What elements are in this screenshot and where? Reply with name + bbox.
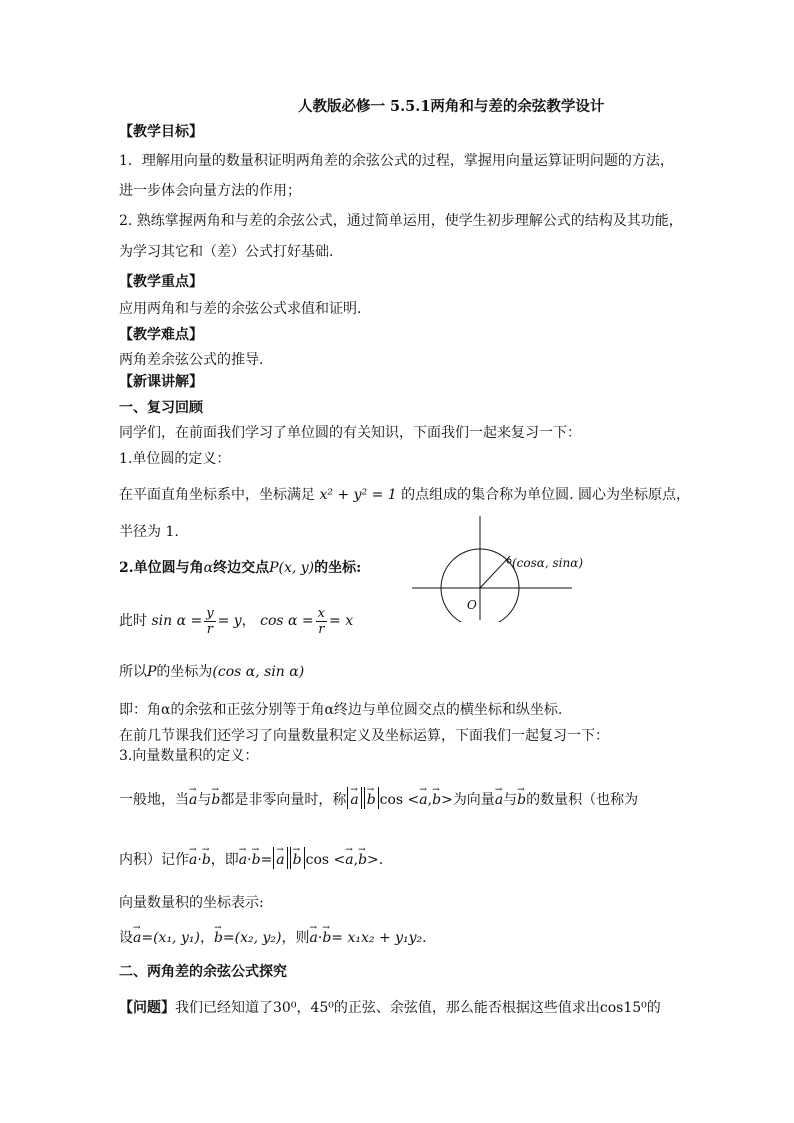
sin-fraction — [204, 606, 215, 637]
text-part: 所以 — [119, 664, 147, 680]
text-part: ，即 — [210, 852, 239, 868]
vector-a-coords: =(x₁, y₁) — [141, 930, 200, 946]
point-label: (cosα, sinα) — [512, 556, 584, 570]
dot-operator: · — [247, 852, 252, 868]
review-heading: 一、复习回顾 — [119, 400, 203, 416]
vector-b: → b — [214, 925, 223, 945]
def-text-part: 的点组成的集合称为单位圆. 圆心为坐标原点， — [401, 487, 691, 503]
text-part: 与 — [197, 792, 212, 808]
text-part: 为向量 — [452, 792, 495, 808]
abs-b — [290, 847, 305, 869]
page-title: 人教版必修一 5.5.1两角和与差的余弦教学设计 — [298, 98, 605, 115]
cos-15: cos15⁰ — [599, 1000, 647, 1016]
goal-1-line-1: 1．理解用向量的数量积证明两角差的余弦公式的过程，掌握用向量运算证明问题的方法， — [119, 153, 674, 169]
alpha-symbol: α — [203, 560, 214, 576]
separator: ， — [241, 613, 256, 629]
separator: ， — [296, 1000, 311, 1016]
cos-numerator: x — [317, 605, 326, 621]
text-part: ，则 — [281, 930, 310, 946]
angle-45: 45⁰ — [310, 1000, 334, 1016]
vector-b: → b — [367, 787, 376, 807]
text-part: 都是非零向量时，称 — [220, 792, 347, 808]
equals: = — [260, 852, 273, 868]
abs-a — [273, 847, 287, 869]
text-part: 的数量积（也称为 — [526, 792, 639, 808]
vector-a: → a — [133, 925, 141, 945]
vector-b: → b — [202, 847, 211, 867]
unit-circle-def-text — [119, 485, 690, 505]
def-text-part: 在平面直角坐标系中，坐标满足 — [119, 487, 315, 503]
inner-product-notation — [119, 847, 383, 872]
label-part: 的坐标: — [314, 560, 362, 576]
vector-b: → b — [358, 847, 367, 867]
text-part: 我们已经知道了 — [175, 1000, 273, 1016]
goal-2-line-1: 2. 熟练掌握两角和与差的余弦公式，通过简单运用，使学生初步理解公式的结构及其功能， — [119, 213, 683, 229]
text-part: 与 — [503, 792, 518, 808]
vector-b: → b — [517, 787, 526, 807]
dot-operator: · — [197, 852, 202, 868]
conclusion-text: 即：角α的余弦和正弦分别等于角α终边与单位圆交点的横坐标和纵坐标. — [119, 702, 563, 718]
cos-rhs: = x — [329, 613, 354, 629]
vector-a: → a — [345, 847, 353, 867]
period: . — [422, 930, 427, 946]
key-points-heading: 【教学重点】 — [119, 274, 203, 290]
transition-text: 在前几节课我们还学习了向量数量积定义及坐标运算，下面我们一起复习一下： — [119, 728, 609, 744]
text-part: 的正弦、余弦值，那么能否根据这些值求出 — [333, 1000, 600, 1016]
angle-30: 30⁰ — [273, 1000, 297, 1016]
goal-1-line-2: 进一步体会向量方法的作用； — [119, 183, 301, 199]
origin-label: O — [467, 598, 477, 612]
cos-fraction — [316, 606, 327, 637]
sin-rhs: = y — [217, 613, 242, 629]
abs-a — [347, 787, 361, 809]
vector-b: → b — [293, 847, 302, 867]
cos-lhs: cos α = — [260, 613, 314, 629]
text-part: 设 — [119, 930, 133, 946]
new-lesson-heading: 【新课讲解】 — [119, 374, 203, 390]
vector-a: → a — [350, 787, 358, 807]
terminal-point-label — [119, 558, 361, 578]
abs-b — [364, 787, 379, 809]
unit-circle-def-label: 1.单位圆的定义： — [119, 451, 231, 467]
vector-b-coords: =(x₂, y₂) — [222, 930, 282, 946]
sin-cos-formula — [119, 604, 353, 638]
vector-a: → a — [276, 847, 284, 867]
vector-b: → b — [211, 787, 220, 807]
vector-a: → a — [239, 847, 247, 867]
formula-prefix: 此时 — [119, 613, 147, 629]
vector-b: → b — [432, 787, 441, 807]
period: . — [378, 852, 384, 868]
cos-angle-open: cos < — [305, 852, 346, 868]
point-p: P(x, y) — [269, 560, 315, 576]
dot-product-result: = x₁x₂ + y₁y₂ — [331, 930, 423, 946]
radius-text: 半径为 1. — [119, 524, 179, 540]
p-coordinate-text — [119, 662, 304, 682]
vector-b: → b — [252, 847, 261, 867]
question-text — [119, 998, 661, 1018]
separator: ， — [199, 930, 214, 946]
sin-lhs: sin α = — [151, 613, 203, 629]
review-intro: 同学们，在前面我们学习了单位圆的有关知识，下面我们一起来复习一下： — [119, 425, 581, 441]
coordinate-rep-label: 向量数量积的坐标表示: — [119, 895, 264, 911]
label-part: 终边交点 — [213, 560, 270, 576]
dot-product-def-label: 3.向量数量积的定义： — [119, 748, 259, 764]
text-part: 的 — [646, 1000, 661, 1016]
difficult-points-heading: 【教学难点】 — [119, 327, 203, 343]
terminal-side — [480, 556, 510, 588]
dot-operator: · — [317, 930, 323, 946]
vector-a: → a — [189, 847, 197, 867]
difficult-points-text: 两角差余弦公式的推导. — [119, 352, 264, 368]
vector-a: → a — [419, 787, 427, 807]
comma: , — [427, 792, 433, 808]
cos-angle-open: cos < — [379, 792, 420, 808]
text-part: 内积）记作 — [119, 852, 189, 868]
unit-circle-equation: x² + y² = 1 — [319, 487, 397, 503]
cos-denominator: r — [318, 621, 325, 637]
comma: , — [353, 852, 359, 868]
point-p-symbol: P — [147, 664, 157, 680]
coordinate-rep-formula — [119, 925, 427, 950]
coordinate-value: (cos α, sin α) — [212, 664, 305, 680]
vector-a: → a — [189, 787, 197, 807]
unit-circle-figure — [412, 512, 592, 622]
sin-numerator: y — [206, 605, 214, 621]
label-part: 2.单位圆与角 — [119, 560, 204, 576]
text-part: 一般地，当 — [119, 792, 189, 808]
text-part: 的坐标为 — [156, 664, 213, 680]
question-tag: 【问题】 — [119, 1000, 175, 1016]
key-points-text: 应用两角和与差的余弦公式求值和证明. — [119, 301, 362, 317]
exploration-heading: 二、两角差的余弦公式探究 — [119, 964, 287, 980]
goal-2-line-2: 为学习其它和（差）公式打好基础. — [119, 244, 334, 260]
dot-product-definition — [119, 787, 638, 812]
vector-a: → a — [495, 787, 503, 807]
vector-b: → b — [322, 925, 331, 945]
angle-close: > — [367, 852, 379, 868]
goals-heading: 【教学目标】 — [119, 124, 203, 140]
angle-close: > — [441, 792, 453, 808]
sin-denominator: r — [206, 621, 213, 637]
vector-a: → a — [310, 925, 318, 945]
